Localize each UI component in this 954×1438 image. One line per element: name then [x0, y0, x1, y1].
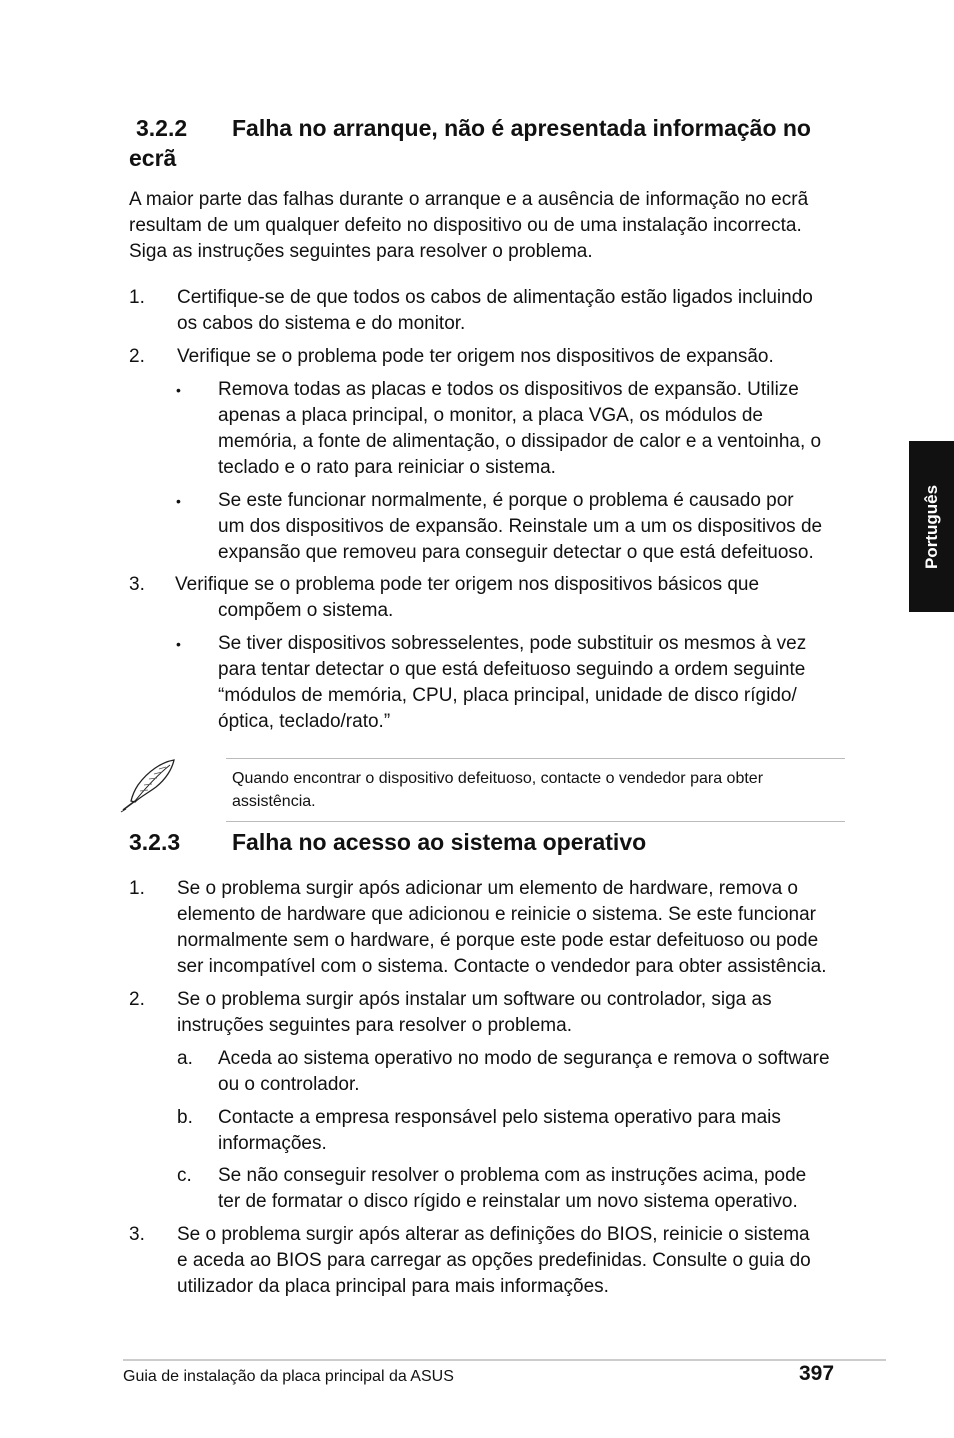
- sublist-label: b.: [177, 1107, 193, 1128]
- line: ter de formatar o disco rígido e reinstalar um novo sistema operativo.: [218, 1191, 798, 1212]
- feather-pen-icon: [118, 757, 178, 813]
- bullet-text: [218, 377, 821, 481]
- line: para tentar detectar o que está defeituoso seguindo a ordem seguinte: [218, 659, 806, 680]
- line: assistência.: [232, 793, 316, 810]
- section-title: Falha no arranque, não é apresentada informação no: [232, 115, 811, 141]
- list-number: 3.: [129, 1224, 145, 1245]
- line: informações.: [218, 1133, 327, 1154]
- bullet-text: [218, 488, 822, 566]
- line: Certifique-se de que todos os cabos de alimentação estão ligados incluindo: [177, 287, 813, 308]
- line: Contacte a empresa responsável pelo sistema operativo para mais: [218, 1107, 781, 1128]
- line: utilizador da placa principal para mais informações.: [177, 1276, 609, 1297]
- sublist-text: [218, 1046, 830, 1098]
- bullet-icon: •: [176, 382, 181, 398]
- line: Remova todas as placas e todos os dispositivos de expansão. Utilize: [218, 379, 799, 400]
- list-item-text: [177, 285, 813, 337]
- line: Se tiver dispositivos sobresselentes, pode substituir os mesmos à vez: [218, 633, 807, 654]
- line: expansão que removeu para conseguir detectar o que está defeituoso.: [218, 542, 814, 563]
- list-item-text: [177, 987, 772, 1039]
- line: Se o problema surgir após adicionar um elemento de hardware, remova o: [177, 878, 798, 899]
- list-number: 2.: [129, 989, 145, 1010]
- page-number: 397: [799, 1362, 835, 1385]
- list-item-text: [177, 1222, 811, 1300]
- line: instruções seguintes para resolver o problema.: [177, 1015, 572, 1036]
- line: um dos dispositivos de expansão. Reinstale um a um os dispositivos de: [218, 516, 823, 537]
- line: óptica, teclado/rato.”: [218, 711, 391, 732]
- line: Se o problema surgir após instalar um software ou controlador, siga as: [177, 989, 772, 1010]
- sublist-text: [218, 1105, 781, 1157]
- list-item-text: Verifique se o problema pode ter origem nos dispositivos básicos que: [175, 574, 760, 595]
- line: Se este funcionar normalmente, é porque o problema é causado por: [218, 490, 794, 511]
- line: Quando encontrar o dispositivo defeituoso, contacte o vendedor para obter: [232, 770, 764, 787]
- line: e aceda ao BIOS para carregar as opções predefinidas. Consulte o guia do: [177, 1250, 811, 1271]
- line: Se não conseguir resolver o problema com as instruções acima, pode: [218, 1165, 807, 1186]
- note-top-divider: [226, 758, 845, 759]
- line: os cabos do sistema e do monitor.: [177, 313, 466, 334]
- intro-paragraph: [129, 187, 808, 265]
- bullet-icon: •: [176, 636, 181, 652]
- footer-title: Guia de instalação da placa principal da ASUS: [123, 1368, 454, 1385]
- list-number: 1.: [129, 287, 145, 308]
- language-tab-label: Português: [921, 484, 941, 569]
- list-item-text-continued: compõem o sistema.: [218, 600, 394, 621]
- line: apenas a placa principal, o monitor, a placa VGA, os módulos de: [218, 405, 763, 426]
- sublist-label: a.: [177, 1048, 193, 1069]
- line: elemento de hardware que adicionou e reinicie o sistema. Se este funcionar: [177, 904, 816, 925]
- section-title: Falha no acesso ao sistema operativo: [232, 829, 647, 855]
- line: ser incompatível com o sistema. Contacte o vendedor para obter assistência.: [177, 956, 827, 977]
- language-tab: [909, 441, 954, 612]
- intro-line: Siga as instruções seguintes para resolver o problema.: [129, 241, 593, 262]
- sublist-text: [218, 1163, 806, 1215]
- section-number: 3.2.2: [136, 115, 188, 141]
- bullet-text: [218, 631, 806, 735]
- list-item-text: [177, 876, 827, 980]
- list-item-text: Verifique se o problema pode ter origem nos dispositivos de expansão.: [177, 346, 774, 367]
- list-number: 3.: [129, 574, 145, 595]
- line: ou o controlador.: [218, 1074, 360, 1095]
- list-number: 1.: [129, 878, 145, 899]
- bullet-icon: •: [176, 493, 181, 509]
- note-text: [232, 767, 832, 813]
- intro-line: A maior parte das falhas durante o arranque e a ausência de informação no ecrã: [129, 189, 809, 210]
- line: memória, a fonte de alimentação, o dissipador de calor e a ventoinha, o: [218, 431, 822, 452]
- line: Aceda ao sistema operativo no modo de segurança e remova o software: [218, 1048, 830, 1069]
- note-bottom-divider: [226, 821, 845, 822]
- line: teclado e o rato para reiniciar o sistema.: [218, 457, 556, 478]
- list-number: 2.: [129, 346, 145, 367]
- line: normalmente sem o hardware, é porque este pode estar defeituoso ou pode: [177, 930, 819, 951]
- line: Se o problema surgir após alterar as definições do BIOS, reinicie o sistema: [177, 1224, 810, 1245]
- sublist-label: c.: [177, 1165, 192, 1186]
- section-number: 3.2.3: [129, 829, 181, 855]
- intro-line: resultam de um qualquer defeito no dispositivo ou de uma instalação incorrecta.: [129, 215, 802, 236]
- line: “módulos de memória, CPU, placa principal, unidade de disco rígido/: [218, 685, 797, 706]
- footer-divider: [123, 1359, 886, 1361]
- section-title-continued: ecrã: [129, 145, 177, 171]
